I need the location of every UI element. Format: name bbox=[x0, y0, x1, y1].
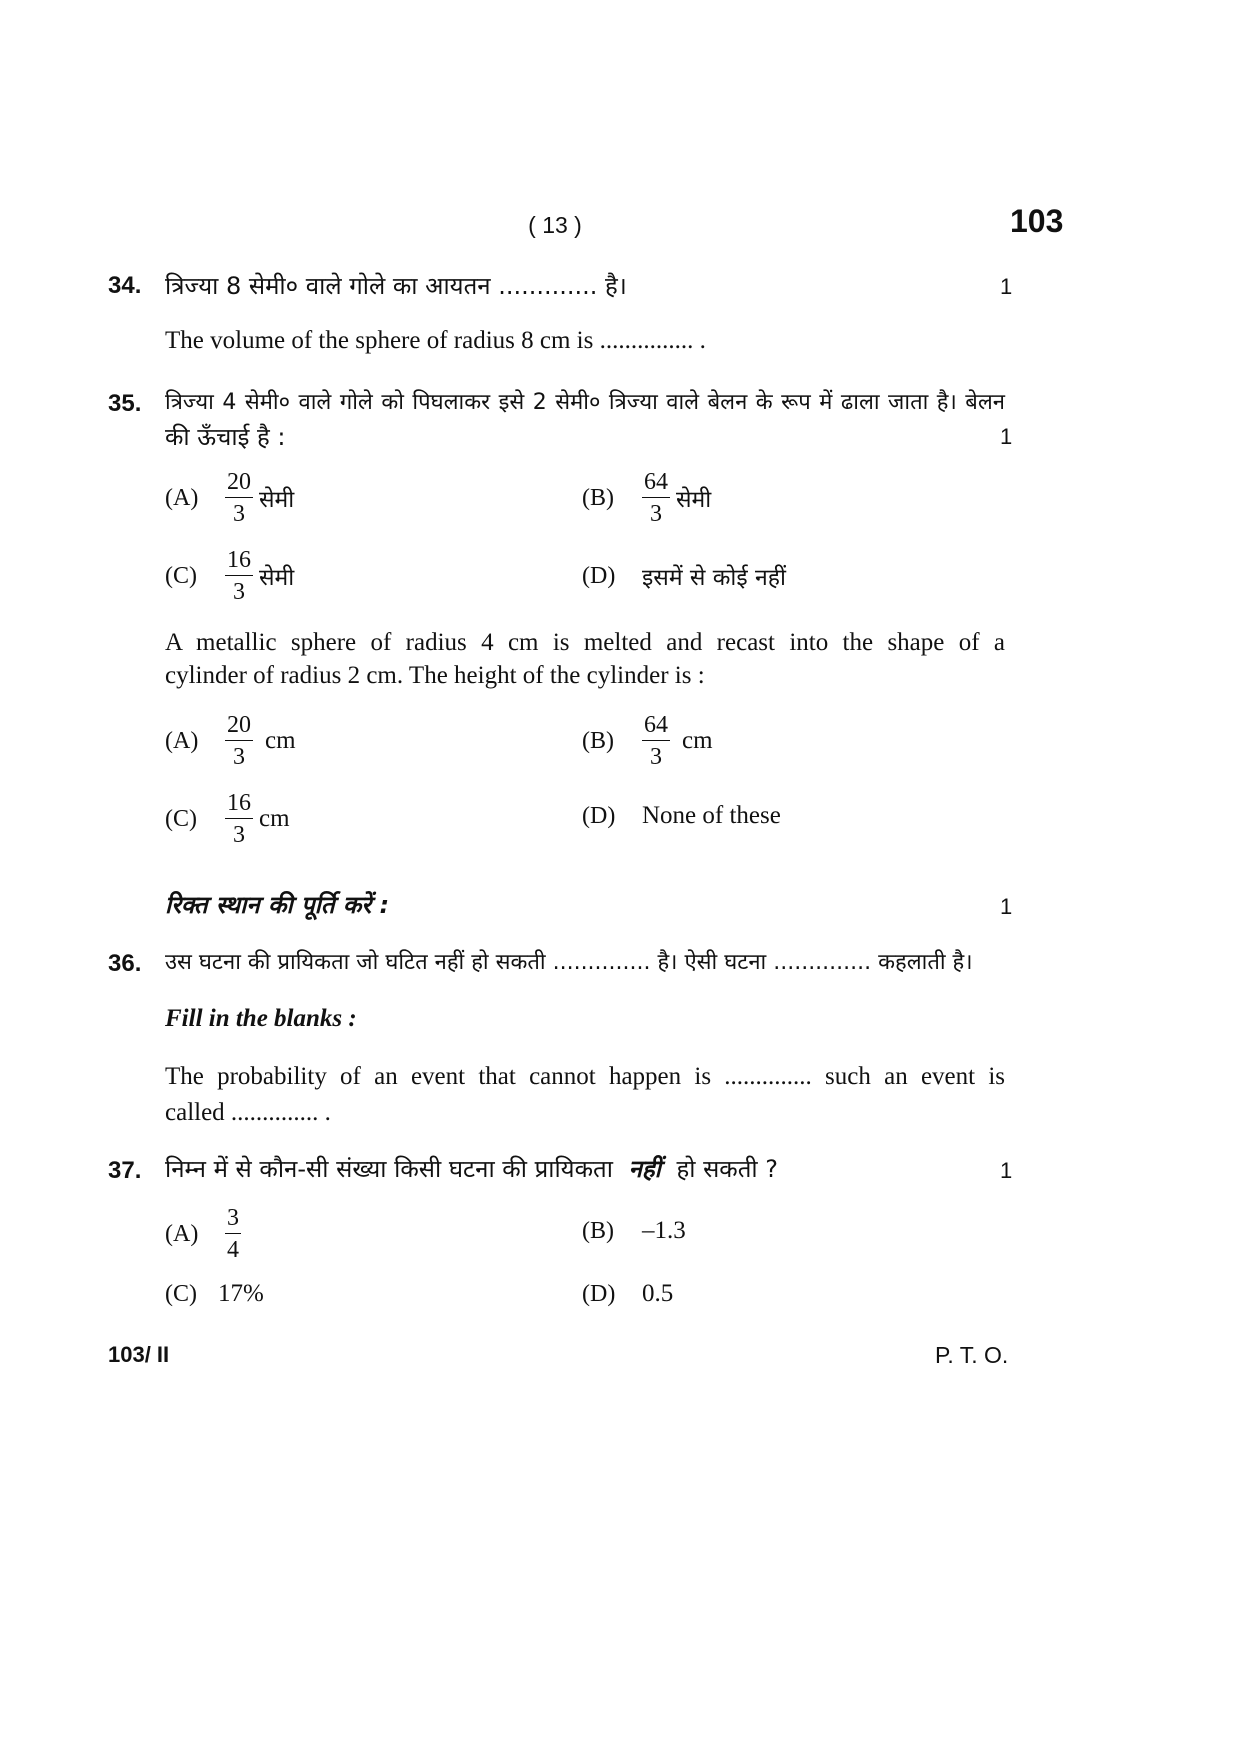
option-text: None of these bbox=[642, 802, 781, 829]
option-a bbox=[165, 1206, 247, 1262]
fraction-numerator: 64 bbox=[642, 713, 670, 741]
question-number: 34. bbox=[108, 272, 142, 299]
option-label: (B) bbox=[582, 727, 614, 754]
option-d-hindi bbox=[582, 560, 786, 592]
option-text: 0.5 bbox=[642, 1280, 674, 1307]
option-label: (D) bbox=[582, 562, 616, 589]
option-c-hindi bbox=[165, 548, 294, 604]
option-text: –1.3 bbox=[642, 1217, 686, 1244]
question-text-hindi bbox=[165, 1152, 778, 1185]
question-text-english-line1: The probability of an event that cannot happen is .............. such an event is bbox=[165, 1063, 1005, 1090]
question-text-hindi: उस घटना की प्रायिकता जो घटित नहीं हो सकती .............. है। ऐसी घटना .............. कहलाती है। bbox=[165, 950, 973, 975]
option-b-hindi bbox=[582, 470, 711, 526]
fraction bbox=[642, 470, 670, 526]
option-unit: cm bbox=[682, 727, 713, 754]
fraction-denominator: 3 bbox=[233, 501, 245, 527]
question-text-english-line2: called .............. . bbox=[165, 1099, 331, 1126]
option-c-english bbox=[165, 791, 290, 847]
fraction bbox=[642, 713, 670, 769]
footer-code: 103/ II bbox=[108, 1342, 170, 1367]
fraction-denominator: 3 bbox=[233, 579, 245, 605]
section-heading-hindi: रिक्त स्थान की पूर्ति करें : bbox=[165, 891, 390, 919]
fraction-denominator: 3 bbox=[650, 501, 662, 527]
option-label: (C) bbox=[165, 1280, 197, 1307]
option-label: (A) bbox=[165, 1220, 199, 1247]
question-marks: 1 bbox=[1000, 1158, 1013, 1183]
option-label: (A) bbox=[165, 727, 199, 754]
option-unit: cm bbox=[259, 805, 290, 832]
fraction-denominator: 4 bbox=[227, 1237, 239, 1263]
fraction-numerator: 16 bbox=[225, 548, 253, 576]
question-number: 35. bbox=[108, 390, 142, 417]
option-b bbox=[582, 1217, 686, 1245]
option-text: इसमें से कोई नहीं bbox=[642, 565, 786, 591]
question-text-after: हो सकती ? bbox=[676, 1155, 778, 1183]
fraction bbox=[225, 713, 253, 769]
option-c bbox=[165, 1280, 264, 1308]
section-heading-english: Fill in the blanks : bbox=[165, 1005, 357, 1032]
footer-pto: P. T. O. bbox=[935, 1342, 1009, 1368]
fraction-numerator: 20 bbox=[225, 470, 253, 498]
fraction bbox=[225, 1206, 241, 1262]
question-text-english-line1: A metallic sphere of radius 4 cm is melted and recast into the shape of a bbox=[165, 629, 1005, 656]
option-label: (B) bbox=[582, 1217, 614, 1244]
fraction bbox=[225, 791, 253, 847]
question-emphasis: नहीं bbox=[628, 1155, 661, 1183]
option-label: (B) bbox=[582, 484, 614, 511]
fraction-denominator: 3 bbox=[233, 744, 245, 770]
question-marks: 1 bbox=[1000, 274, 1013, 299]
question-text-english: The volume of the sphere of radius 8 cm is ............... . bbox=[165, 327, 706, 354]
option-unit: सेमी bbox=[259, 487, 295, 513]
fraction bbox=[225, 470, 253, 526]
section-marks: 1 bbox=[1000, 894, 1013, 919]
option-unit: सेमी bbox=[676, 487, 712, 513]
option-text: 17% bbox=[218, 1280, 264, 1307]
fraction-numerator: 20 bbox=[225, 713, 253, 741]
fraction-denominator: 3 bbox=[233, 822, 245, 848]
paper-code: 103 bbox=[1010, 203, 1064, 239]
question-text-before: निम्न में से कौन-सी संख्या किसी घटना की प्रायिकता bbox=[165, 1155, 613, 1183]
option-a-english bbox=[165, 713, 296, 769]
fraction-denominator: 3 bbox=[650, 744, 662, 770]
option-label: (C) bbox=[165, 562, 197, 589]
option-label: (A) bbox=[165, 484, 199, 511]
question-number: 36. bbox=[108, 950, 142, 977]
option-unit: सेमी bbox=[259, 565, 295, 591]
option-d bbox=[582, 1280, 673, 1308]
option-unit: cm bbox=[265, 727, 296, 754]
question-marks: 1 bbox=[1000, 424, 1013, 449]
fraction-numerator: 16 bbox=[225, 791, 253, 819]
option-d-english bbox=[582, 802, 781, 830]
fraction-numerator: 3 bbox=[225, 1206, 241, 1234]
fraction-numerator: 64 bbox=[642, 470, 670, 498]
page-number: ( 13 ) bbox=[528, 212, 582, 238]
question-number: 37. bbox=[108, 1157, 142, 1184]
fraction bbox=[225, 548, 253, 604]
question-text-hindi-line2: की ऊँचाई है : bbox=[165, 423, 286, 451]
question-text-english-line2: cylinder of radius 2 cm. The height of the cylinder is : bbox=[165, 662, 705, 689]
option-a-hindi bbox=[165, 470, 294, 526]
option-b-english bbox=[582, 713, 713, 769]
option-label: (D) bbox=[582, 802, 616, 829]
question-text-hindi: त्रिज्या 8 सेमी० वाले गोले का आयतन ............. है। bbox=[165, 272, 627, 300]
option-label: (C) bbox=[165, 805, 197, 832]
option-label: (D) bbox=[582, 1280, 616, 1307]
question-text-hindi-line1: त्रिज्या 4 सेमी० वाले गोले को पिघलाकर इसे 2 सेमी० त्रिज्या वाले बेलन के रूप में ढाला जाता है। बेलन bbox=[165, 390, 1005, 415]
